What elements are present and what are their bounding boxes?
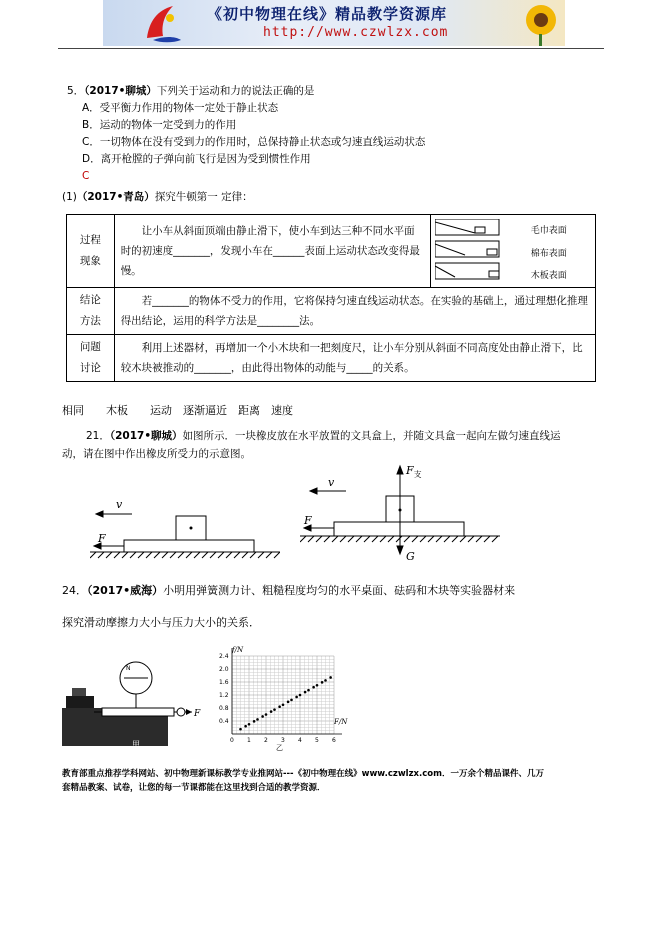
data-point bbox=[290, 699, 293, 702]
data-point bbox=[324, 679, 327, 682]
q24-source: （2017•威海） bbox=[87, 584, 164, 597]
chart-xlabel: F/N bbox=[334, 718, 348, 726]
surface-label: 棉布表面 bbox=[530, 249, 567, 259]
data-point bbox=[239, 728, 242, 731]
q1-source: （2017•青岛） bbox=[76, 191, 155, 203]
figure21-left bbox=[90, 490, 280, 562]
q5-source: （2017•聊城） bbox=[84, 85, 157, 97]
q5-option-d: D．离开枪膛的子弹向前飞行是因为受到惯性作用 bbox=[82, 153, 311, 165]
data-point bbox=[265, 713, 268, 716]
table-row bbox=[67, 215, 596, 288]
figure24-chart bbox=[210, 642, 350, 752]
q21-source: （2017•聊城） bbox=[109, 430, 183, 442]
data-point bbox=[256, 718, 259, 721]
q21-line1 bbox=[86, 429, 561, 443]
data-point bbox=[287, 701, 290, 704]
y-tick-label: 1.6 bbox=[219, 679, 229, 686]
row-text-discussion: 利用上述器材，再增加一个小木块和一把刻度尺，让小车分别从斜面不同高度处由静止滑下，比较木块被推动的_______，由此得出物体的动能与_____的关系。 bbox=[114, 335, 595, 382]
data-point bbox=[273, 708, 276, 711]
q5-option-b: B．运动的物体一定受到力的作用 bbox=[82, 119, 237, 131]
figure21-right bbox=[300, 462, 500, 564]
x-tick-label: 4 bbox=[298, 737, 302, 744]
q1-header bbox=[62, 190, 253, 204]
q24-stem1: 小明用弹簧测力计、粗糙程度均匀的水平桌面、砝码和木块等实验器材来 bbox=[163, 584, 516, 597]
q5-number: 5． bbox=[67, 85, 85, 97]
figure24-apparatus bbox=[62, 660, 208, 750]
data-point bbox=[307, 689, 310, 692]
chart-grid bbox=[232, 656, 334, 734]
data-point bbox=[270, 710, 273, 713]
row-text-conclusion: 若_______的物体不受力的作用，它将保持匀速直线运动状态。在实验的基础上，通过理想化推理得出结论，运用的科学方法是________法。 bbox=[114, 288, 595, 335]
q24-line1 bbox=[62, 584, 515, 598]
q5-stem: 下列关于运动和力的说法正确的是 bbox=[156, 85, 315, 97]
y-tick-label: 0.8 bbox=[219, 705, 229, 712]
row-text-process: 让小车从斜面顶端由静止滑下，使小车到达三种不同水平面时的初速度_______，发现小车在______表面上运动状态改变得最慢。 bbox=[114, 215, 430, 288]
surface-label: 木板表面 bbox=[530, 271, 567, 281]
q21-number: 21． bbox=[86, 430, 110, 442]
q21-stem1: 如图所示．一块橡皮放在水平放置的文具盒上，并随文具盒一起向左做匀速直线运 bbox=[182, 430, 561, 442]
x-tick-label: 0 bbox=[230, 737, 234, 744]
q5-answer: C bbox=[82, 170, 90, 182]
q24-number: 24． bbox=[62, 584, 87, 597]
surface-label: 毛巾表面 bbox=[530, 226, 567, 236]
pull-force-label: F bbox=[194, 709, 201, 719]
ramp-diagram bbox=[431, 215, 595, 287]
data-point bbox=[282, 703, 285, 706]
table-row bbox=[67, 288, 596, 335]
data-point bbox=[261, 715, 264, 718]
data-point bbox=[278, 705, 281, 708]
ramp-icons bbox=[435, 219, 527, 283]
sunflower-icon bbox=[515, 0, 565, 46]
data-point bbox=[244, 725, 247, 728]
data-point bbox=[253, 720, 256, 723]
data-point bbox=[304, 691, 307, 694]
header-rule bbox=[58, 48, 604, 49]
y-tick-label: 1.2 bbox=[219, 692, 229, 699]
table-row bbox=[67, 335, 596, 382]
answer-key: 相同 木板 运动 逐渐逼近 距离 速度 bbox=[62, 404, 293, 417]
chart-caption: 乙 bbox=[276, 744, 283, 752]
dial-unit-label: N bbox=[126, 665, 131, 672]
apparatus-caption: 甲 bbox=[132, 740, 140, 749]
x-tick-label: 5 bbox=[315, 737, 319, 744]
q5-header bbox=[67, 84, 314, 98]
chart-ylabel: f/N bbox=[232, 646, 244, 654]
q5-option-a: A．受平衡力作用的物体一定处于静止状态 bbox=[82, 102, 279, 114]
y-tick-label: 0.4 bbox=[219, 718, 229, 725]
banner-title: 《初中物理在线》精品教学资源库 bbox=[207, 5, 448, 23]
data-point bbox=[295, 696, 298, 699]
header-banner bbox=[103, 0, 565, 46]
data-point bbox=[316, 684, 319, 687]
logo-icon bbox=[143, 2, 183, 44]
experiment-table bbox=[66, 214, 596, 382]
force-f-label: F bbox=[304, 514, 312, 527]
ramp-diagram-cell bbox=[430, 215, 595, 288]
row-head-discussion: 问题 讨论 bbox=[67, 335, 115, 382]
footer-line2: 套精品教案、试卷，让您的每一节课都能在这里找到合适的教学资源． bbox=[62, 783, 326, 793]
data-point bbox=[321, 681, 324, 684]
y-tick-label: 2.0 bbox=[219, 666, 229, 673]
velocity-label: v bbox=[116, 498, 123, 511]
x-tick-label: 3 bbox=[281, 737, 285, 744]
data-point bbox=[329, 676, 332, 679]
data-point bbox=[248, 723, 251, 726]
x-tick-label: 1 bbox=[247, 737, 251, 744]
velocity-label: v bbox=[328, 476, 335, 489]
row-head-process: 过程 现象 bbox=[67, 215, 115, 288]
support-force-label: $F_支$ bbox=[406, 464, 422, 479]
footer-line1: 教育部重点推荐学科网站、初中物理新课标教学专业推网站---《初中物理在线》www.czwlzx.com．一万余个精品课件、几万 bbox=[62, 769, 544, 779]
gravity-label: G bbox=[406, 550, 415, 563]
q1-stem: 探究牛顿第一 定律： bbox=[154, 191, 253, 203]
data-point bbox=[299, 694, 302, 697]
q21-line2: 动，请在图中作出橡皮所受力的示意图。 bbox=[62, 448, 251, 460]
row-head-conclusion: 结论 方法 bbox=[67, 288, 115, 335]
y-tick-label: 2.4 bbox=[219, 653, 229, 660]
x-tick-label: 6 bbox=[332, 737, 336, 744]
q1-number: (1) bbox=[62, 191, 77, 203]
data-point bbox=[312, 686, 315, 689]
force-f-label: F bbox=[98, 532, 106, 545]
q5-option-c: C．一切物体在没有受到力的作用时，总保持静止状态或匀速直线运动状态 bbox=[82, 136, 426, 148]
banner-url[interactable]: http://www.czwlzx.com bbox=[263, 25, 449, 40]
q24-line2: 探究滑动摩擦力大小与压力大小的关系． bbox=[62, 616, 260, 629]
x-tick-label: 2 bbox=[264, 737, 268, 744]
